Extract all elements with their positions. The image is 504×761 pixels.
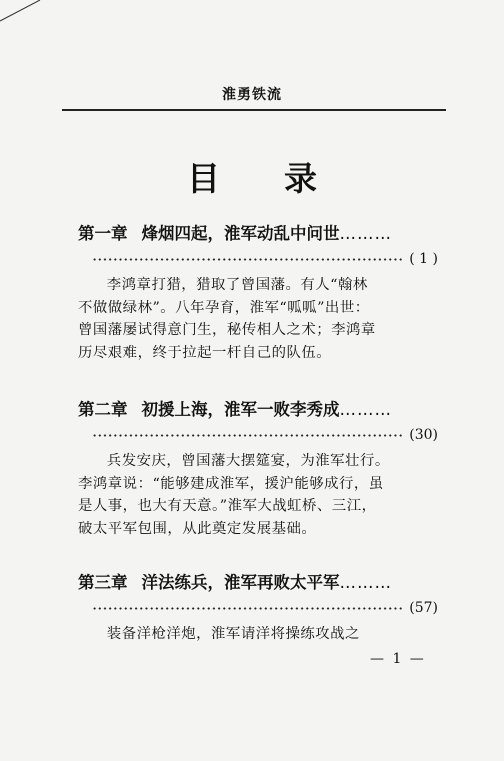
chapter-heading	[78, 397, 438, 423]
summary-line: 曾国藩屡试得意门生，秘传相人之术；李鸿章	[78, 322, 376, 339]
chapter-2	[78, 397, 438, 540]
chapter-summary	[78, 274, 438, 364]
chapter-1	[78, 221, 438, 364]
chapter-3	[78, 570, 438, 646]
summary-line: 破太平军包围，从此奠定发展基础。	[78, 520, 317, 537]
summary-line: 不做做绿林”。八年孕育，淮军“呱呱”出世：	[78, 299, 370, 316]
chapter-title-leader: ………	[339, 573, 392, 592]
dot-leader	[92, 434, 403, 437]
dot-leader-line	[92, 423, 438, 447]
chapter-summary	[78, 450, 438, 540]
dot-leader	[92, 258, 403, 261]
dot-leader-line	[92, 596, 438, 620]
page-reference: (57)	[409, 600, 438, 616]
header-rule	[62, 109, 446, 111]
dot-leader	[92, 607, 403, 610]
chapter-number: 第一章	[78, 224, 128, 243]
chapter-number: 第三章	[78, 573, 128, 592]
summary-line: 历尽艰难，终于拉起一杆自己的队伍。	[78, 344, 332, 361]
chapter-heading	[78, 221, 438, 247]
chapter-title: 烽烟四起，淮军动乱中问世	[141, 224, 340, 243]
chapter-title: 洋法练兵，淮军再败太平军	[141, 573, 340, 592]
page-number: — 1 —	[370, 651, 426, 667]
chapter-title-leader: ………	[339, 224, 392, 243]
toc-title-char-1: 目	[187, 159, 220, 198]
chapter-title-leader: ………	[339, 400, 392, 419]
page-reference: ( 1 )	[409, 251, 438, 267]
chapter-number: 第二章	[78, 400, 128, 419]
toc-title-char-2: 录	[284, 159, 317, 198]
page-reference: (30)	[409, 427, 438, 443]
chapter-heading	[78, 570, 438, 596]
chapter-title: 初援上海，淮军一败李秀成	[141, 400, 340, 419]
dot-leader-line	[92, 247, 438, 271]
toc-title	[0, 153, 504, 200]
summary-line: 李鸿章打猎，猎取了曾国藩。有人“翰林	[106, 277, 368, 293]
summary-line: 是人事，也大有天意。”淮军大战虹桥、三江，	[78, 498, 377, 515]
summary-line: 装备洋枪洋炮，淮军请洋将操练攻战之	[106, 626, 360, 642]
running-header: 淮勇铁流	[222, 87, 282, 103]
summary-line: 李鸿章说：“能够建成淮军，援沪能够成行，虽	[78, 475, 384, 492]
summary-line: 兵发安庆，曾国藩大摆筵宴，为淮军壮行。	[106, 453, 390, 469]
corner-line-mark	[0, 0, 60, 22]
chapter-summary	[78, 623, 438, 646]
